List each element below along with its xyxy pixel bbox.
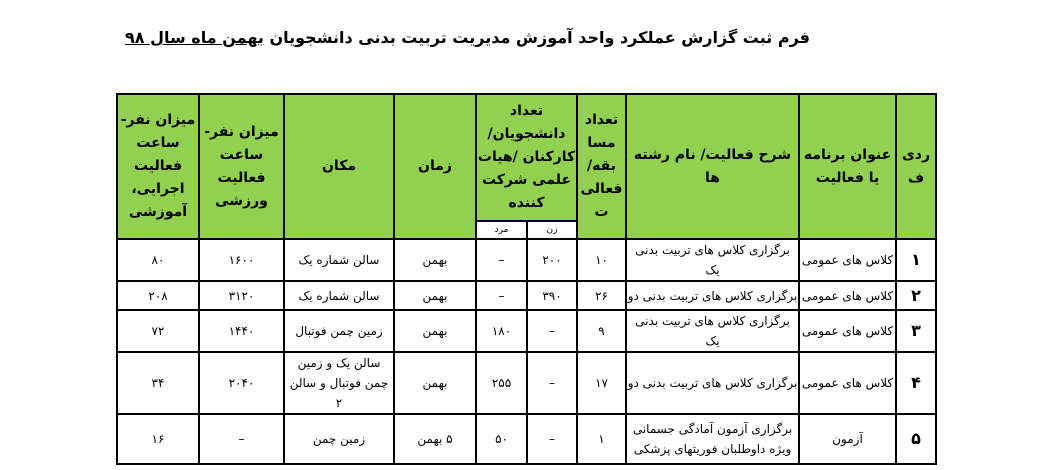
row-female: –: [527, 310, 577, 352]
row-sport-hours: ۲۰۴۰: [199, 352, 284, 414]
row-description: برگزاری کلاس های تربیت بدنی یک: [626, 310, 799, 352]
header-row-no: ردی ف: [896, 94, 936, 239]
row-description: برگزاری آزمون آمادگی جسمانی ویژه داوطلبان فوریتهای پزشکی: [626, 414, 799, 464]
row-no: ۱: [896, 239, 936, 281]
row-male: –: [476, 281, 527, 310]
row-place: سالن یک و زمین چمن فوتبال و سالن ۲: [284, 352, 394, 414]
row-description: برگزاری کلاس های تربیت بدنی دو: [626, 281, 799, 310]
table-row: [117, 281, 936, 310]
row-male: –: [476, 239, 527, 281]
report-table: [116, 93, 937, 465]
table-row: [117, 310, 936, 352]
row-place: سالن شماره یک: [284, 281, 394, 310]
form-title-text: فرم ثبت گزارش عملکرد واحد آموزش مدیریت تربیت بدنی دانشجویان: [263, 28, 810, 47]
header-edu-hours: میزان نفر- ساعت فعالیت اجرایی، آموزشی: [117, 94, 199, 239]
form-title: [124, 28, 810, 47]
row-edu-hours: ۲۰۸: [117, 281, 199, 310]
header-time: زمان: [394, 94, 476, 239]
row-edu-hours: ۸۰: [117, 239, 199, 281]
row-female: ۳۹۰: [527, 281, 577, 310]
row-time: بهمن: [394, 310, 476, 352]
row-sessions: ۹: [577, 310, 626, 352]
row-edu-hours: ۱۶: [117, 414, 199, 464]
row-edu-hours: ۳۴: [117, 352, 199, 414]
header-place: مکان: [284, 94, 394, 239]
row-no: ۲: [896, 281, 936, 310]
row-female: ۲۰۰: [527, 239, 577, 281]
row-program: کلاس های عمومی: [799, 281, 896, 310]
row-male: ۲۵۵: [476, 352, 527, 414]
header-sessions: تعداد مسا بقه/ فعالی ت: [577, 94, 626, 239]
row-edu-hours: ۷۲: [117, 310, 199, 352]
header-participants: تعداد دانشجویان/ کارکنان /هیات علمی شرکت کننده: [476, 94, 577, 221]
row-no: ۴: [896, 352, 936, 414]
row-description: برگزاری کلاس های تربیت بدنی دو: [626, 352, 799, 414]
row-time: بهمن: [394, 352, 476, 414]
row-place: زمین چمن: [284, 414, 394, 464]
header-description: شرح فعالیت/ نام رشته ها: [626, 94, 799, 239]
header-male: مرد: [476, 221, 527, 239]
row-time: بهمن: [394, 239, 476, 281]
row-sport-hours: ۳۱۲۰: [199, 281, 284, 310]
row-sport-hours: ۱۴۴۰: [199, 310, 284, 352]
row-no: ۳: [896, 310, 936, 352]
row-time: ۵ بهمن: [394, 414, 476, 464]
header-sport-hours: میزان نفر- ساعت فعالیت ورزشی: [199, 94, 284, 239]
form-title-period: بهمن ماه سال ۹۸: [124, 28, 264, 47]
header-program: عنوان برنامه یا فعالیت: [799, 94, 896, 239]
row-sport-hours: ۱۶۰۰: [199, 239, 284, 281]
row-program: کلاس های عمومی: [799, 239, 896, 281]
table-row: [117, 352, 936, 414]
row-place: سالن شماره یک: [284, 239, 394, 281]
row-program: آزمون: [799, 414, 896, 464]
row-place: زمین چمن فوتبال: [284, 310, 394, 352]
row-no: ۵: [896, 414, 936, 464]
row-female: –: [527, 352, 577, 414]
row-female: –: [527, 414, 577, 464]
row-sport-hours: –: [199, 414, 284, 464]
row-sessions: ۱۰: [577, 239, 626, 281]
row-description: برگزاری کلاس های تربیت بدنی یک: [626, 239, 799, 281]
table-row: [117, 239, 936, 281]
row-program: کلاس های عمومی: [799, 310, 896, 352]
row-sessions: ۱: [577, 414, 626, 464]
table-row: [117, 414, 936, 464]
row-sessions: ۱۷: [577, 352, 626, 414]
row-sessions: ۲۶: [577, 281, 626, 310]
header-female: زن: [527, 221, 577, 239]
row-program: کلاس های عمومی: [799, 352, 896, 414]
row-time: بهمن: [394, 281, 476, 310]
row-male: ۵۰: [476, 414, 527, 464]
row-male: ۱۸۰: [476, 310, 527, 352]
